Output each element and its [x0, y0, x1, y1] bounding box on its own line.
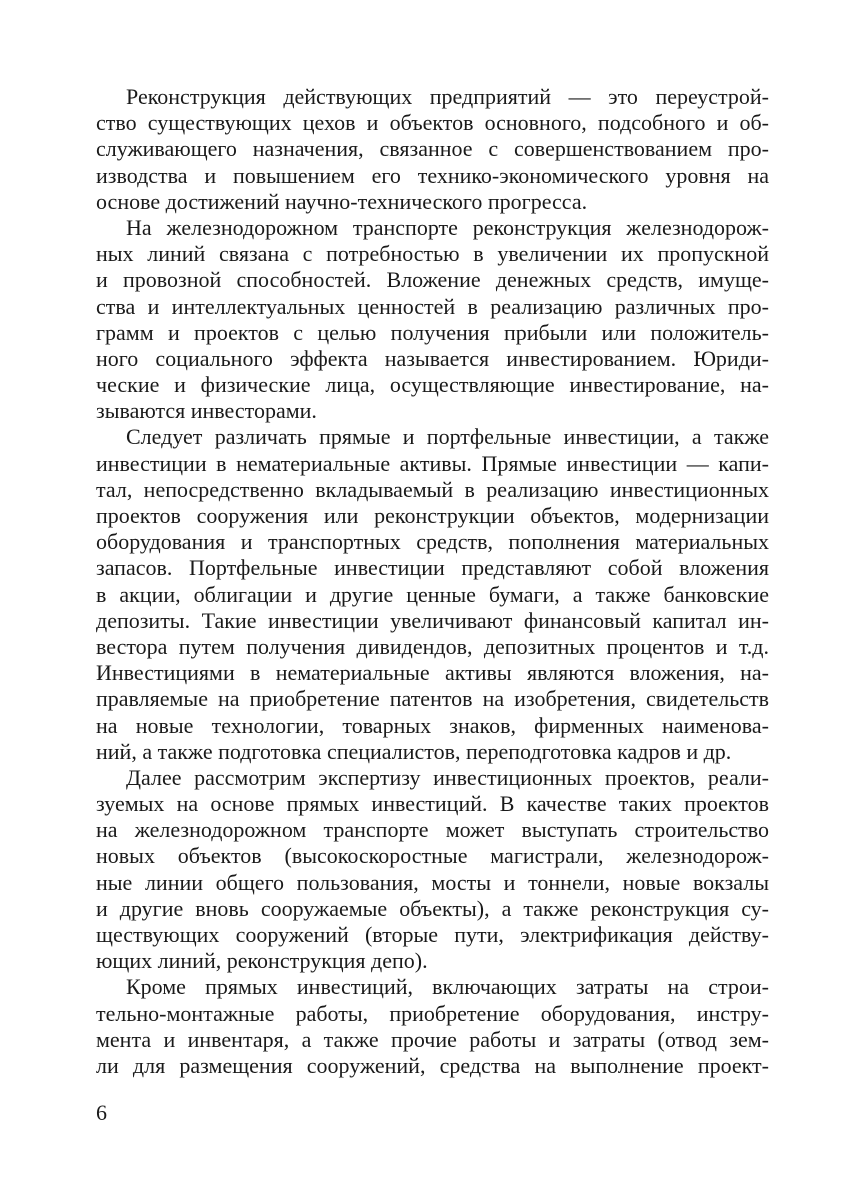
text-line: тал, непосредственно вкладываемый в реализацию инвестиционных: [96, 476, 769, 502]
text-line: грамм и проектов с целью получения прибыли или положитель-: [96, 319, 769, 345]
text-line: Кроме прямых инвестиций, включающих затраты на строи-: [126, 974, 769, 1000]
text-line: ные линии общего пользования, мосты и тоннели, новые вокзалы: [96, 869, 769, 895]
text-line: зываются инвесторами.: [96, 398, 317, 424]
text-line: ющих линий, реконструкция депо).: [96, 948, 428, 974]
text-line: ного социального эффекта называется инвестированием. Юриди-: [96, 345, 769, 371]
text-line: инвестиции в нематериальные активы. Прямые инвестиции — капи-: [96, 450, 769, 476]
text-line: служивающего назначения, связанное с совершенствованием про-: [96, 136, 769, 162]
text-line: ных линий связана с потребностью в увеличении их пропускной: [96, 241, 769, 267]
text-line: изводства и повышением его технико-экономического уровня на: [96, 162, 769, 188]
page-body: [96, 84, 769, 1079]
paragraph-railway-investment: [96, 215, 769, 425]
text-line: на железнодорожном транспорте может выступать строительство: [96, 817, 769, 843]
text-line: ства и интеллектуальных ценностей в реализацию различных про-: [96, 293, 769, 319]
text-line: правляемые на приобретение патентов на изобретения, свидетельств: [96, 686, 769, 712]
text-line: ний, а также подготовка специалистов, переподготовка кадров и др.: [96, 738, 732, 764]
text-line: Далее рассмотрим экспертизу инвестиционных проектов, реали-: [126, 764, 769, 790]
text-line: оборудования и транспортных средств, пополнения материальных: [96, 529, 769, 555]
paragraph-investment-types: [96, 424, 769, 764]
text-line: ли для размещения сооружений, средства на выполнение проект-: [96, 1052, 769, 1078]
text-line: зуемых на основе прямых инвестиций. В качестве таких проектов: [96, 791, 769, 817]
text-line: ческие и физические лица, осуществляющие инвестирование, на-: [96, 372, 769, 398]
text-line: Следует различать прямые и портфельные инвестиции, а также: [126, 424, 769, 450]
text-line: депозиты. Такие инвестиции увеличивают финансовый капитал ин-: [96, 607, 769, 633]
paragraph-direct-investment-costs: [96, 974, 769, 1079]
text-line: проектов сооружения или реконструкции объектов, модернизации: [96, 503, 769, 528]
text-line: вестора путем получения дивидендов, депозитных процентов и т.д.: [96, 633, 769, 659]
text-line: На железнодорожном транспорте реконструкция железнодорож-: [126, 214, 769, 240]
text-line: мента и инвентаря, а также прочие работы и затраты (отвод зем-: [96, 1026, 769, 1052]
text-line: запасов. Портфельные инвестиции представляют собой вложения: [96, 555, 769, 581]
text-line: Инвестициями в нематериальные активы являются вложения, на-: [96, 660, 769, 686]
page-number: 6: [96, 1100, 107, 1125]
text-line: и провозной способностей. Вложение денежных средств, имуще-: [96, 267, 769, 293]
text-line: и другие вновь сооружаемые объекты), а также реконструкция су-: [96, 895, 769, 921]
text-line: ство существующих цехов и объектов основного, подсобного и об-: [96, 110, 769, 136]
paragraph-project-expertise: [96, 765, 769, 975]
text-line: в акции, облигации и другие ценные бумаги, а также банковские: [96, 581, 769, 607]
paragraph-reconstruction-definition: [96, 84, 769, 215]
text-line: ществующих сооружений (вторые пути, электрификация действу-: [96, 922, 769, 947]
text-line: тельно-монтажные работы, приобретение оборудования, инстру-: [96, 1000, 769, 1026]
text-line: Реконструкция действующих предприятий — это переустрой-: [126, 84, 769, 109]
text-line: на новые технологии, товарных знаков, фирменных наименова-: [96, 712, 769, 738]
text-line: новых объектов (высокоскоростные магистрали, железнодорож-: [96, 843, 769, 869]
text-line: основе достижений научно-технического прогресса.: [96, 188, 588, 214]
